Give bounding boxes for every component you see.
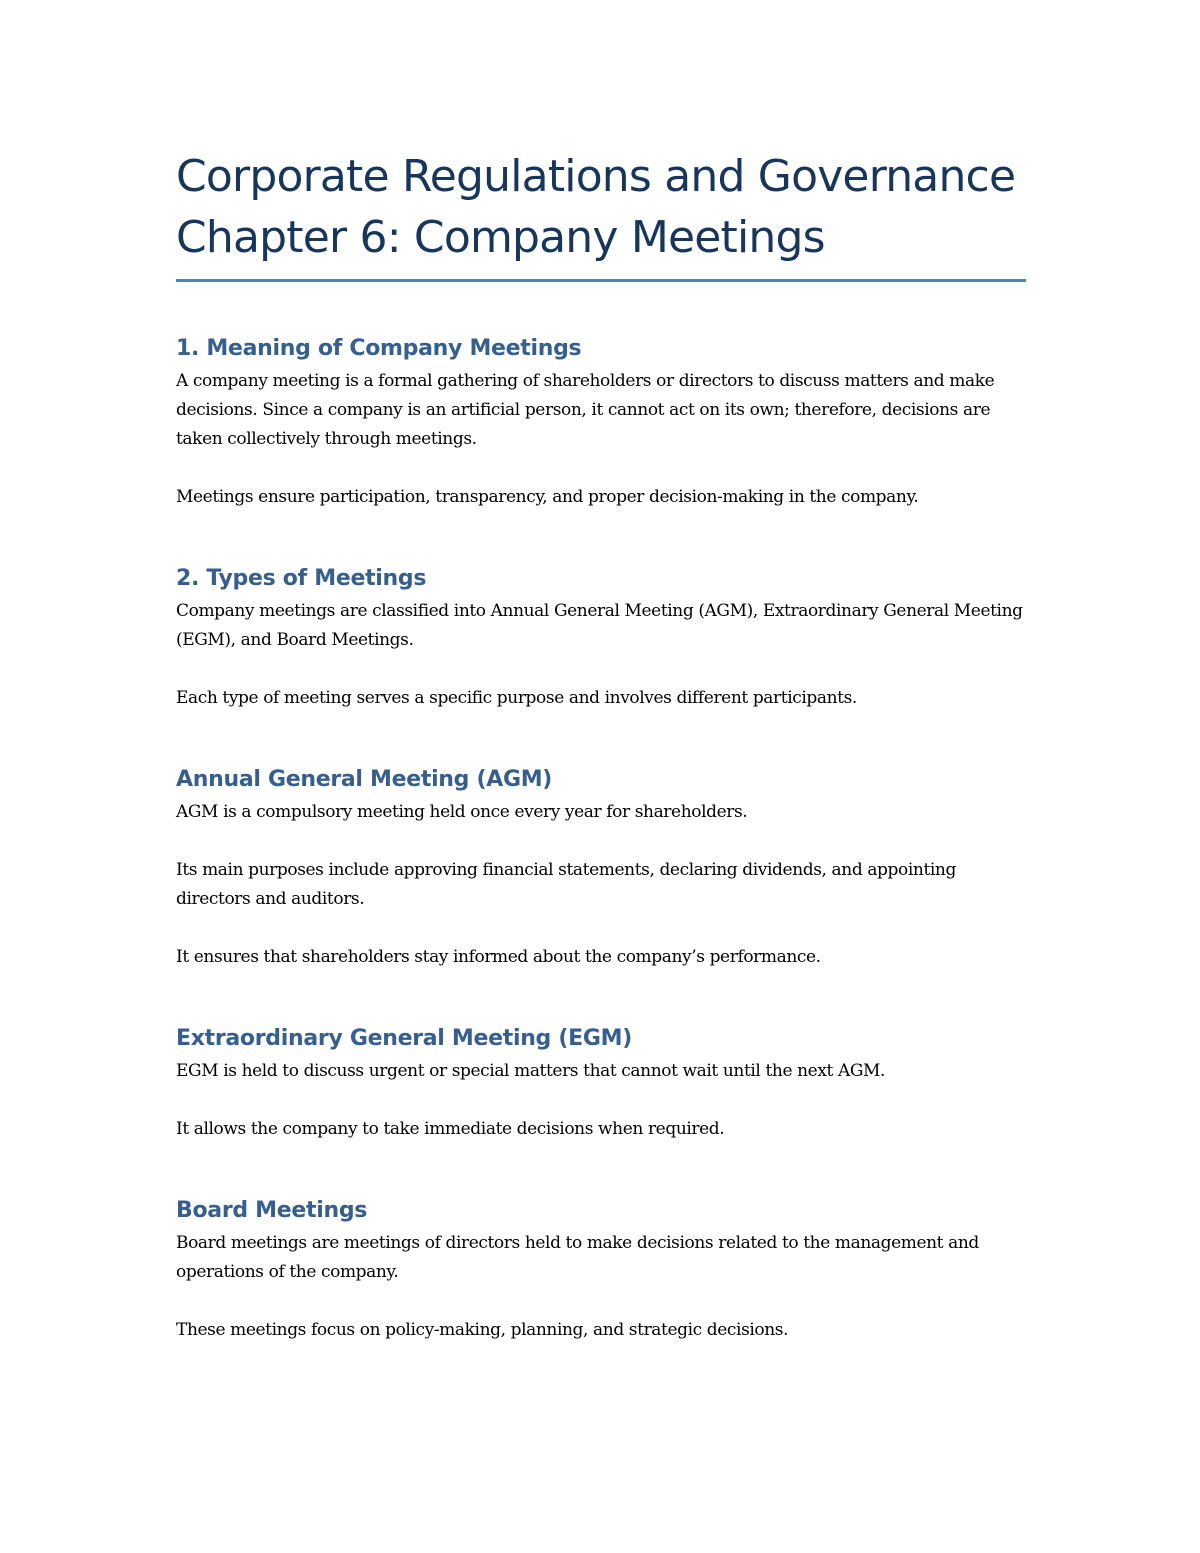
section-heading: Annual General Meeting (AGM): [176, 767, 553, 792]
section-heading: 1. Meaning of Company Meetings: [176, 336, 582, 361]
document-title: [176, 146, 1026, 282]
paragraph: AGM is a compulsory meeting held once every year for shareholders.: [176, 802, 748, 822]
paragraph: Each type of meeting serves a specific purpose and involves different participants.: [176, 688, 857, 708]
title-line-1: Corporate Regulations and Governance: [176, 151, 1016, 202]
paragraph: A company meeting is a formal gathering of shareholders or directors to discuss matters and make decisions. Since a company is an artificial person, it cannot act on its own; therefore, decisions are taken collectively through meetings.: [176, 371, 995, 449]
section-meaning: [176, 334, 1026, 512]
paragraph: Its main purposes include approving financial statements, declaring dividends, and appointing directors and auditors.: [176, 860, 956, 909]
section-types: [176, 564, 1026, 713]
paragraph: It allows the company to take immediate decisions when required.: [176, 1119, 725, 1139]
paragraph: EGM is held to discuss urgent or special matters that cannot wait until the next AGM.: [176, 1061, 886, 1081]
section-heading: Board Meetings: [176, 1198, 368, 1223]
paragraph: Company meetings are classified into Annual General Meeting (AGM), Extraordinary General Meeting (EGM), and Board Meetings.: [176, 601, 1023, 650]
paragraph: These meetings focus on policy-making, planning, and strategic decisions.: [176, 1320, 789, 1340]
paragraph: Meetings ensure participation, transparency, and proper decision-making in the company.: [176, 487, 919, 507]
section-agm: [176, 765, 1026, 972]
section-egm: [176, 1024, 1026, 1144]
paragraph: It ensures that shareholders stay informed about the company’s performance.: [176, 947, 821, 967]
title-line-2: Chapter 6: Company Meetings: [176, 212, 825, 263]
section-heading: Extraordinary General Meeting (EGM): [176, 1026, 632, 1051]
section-heading: 2. Types of Meetings: [176, 566, 427, 591]
document-page: [176, 146, 1026, 1345]
section-board-meetings: [176, 1196, 1026, 1345]
paragraph: Board meetings are meetings of directors held to make decisions related to the management and operations of the company.: [176, 1233, 979, 1282]
